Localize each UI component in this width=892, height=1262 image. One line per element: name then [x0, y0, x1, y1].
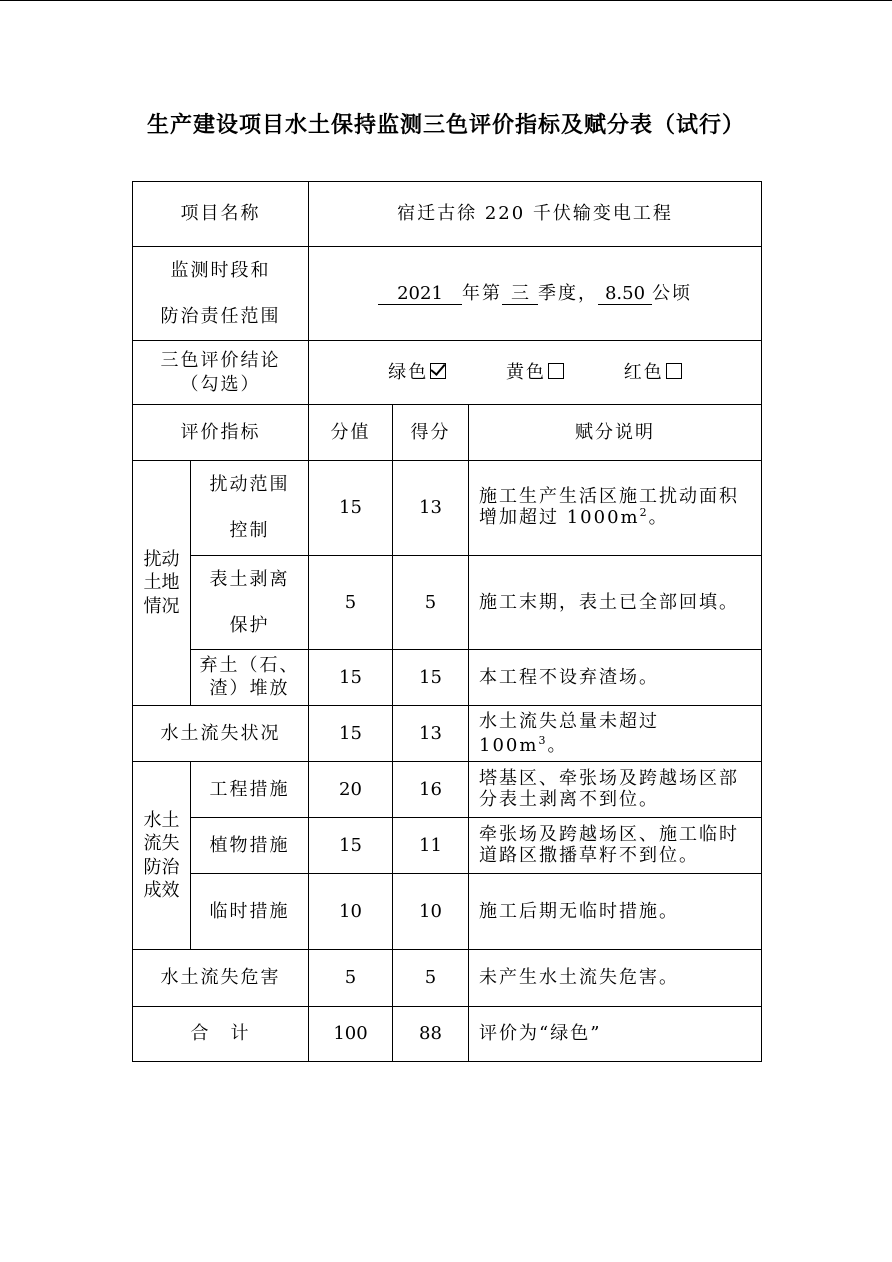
total-note: 评价为“绿色” [469, 1007, 762, 1062]
total-value: 100 [309, 1007, 393, 1062]
option-yellow-label: 黄色 [506, 361, 546, 383]
note-cell [469, 706, 762, 762]
score-cell: 10 [393, 874, 469, 950]
item-total: 合 计 [133, 1007, 309, 1062]
score-cell: 15 [393, 650, 469, 706]
group-disturbance-line3: 情况 [143, 595, 180, 617]
period-row [133, 247, 762, 341]
conclusion-label-line1: 三色评价结论 [160, 350, 281, 372]
period-year-suffix: 年第 [462, 282, 502, 304]
option-green-label: 绿色 [388, 361, 429, 383]
item-line2: 保护 [229, 614, 270, 636]
note-cell: 未产生水土流失危害。 [469, 950, 762, 1007]
table-row [133, 874, 762, 950]
period-area: 8.50 [598, 284, 652, 305]
period-label [133, 247, 309, 341]
table-row [133, 950, 762, 1007]
item-vegetation: 植物措施 [191, 818, 309, 874]
value-cell: 15 [309, 818, 393, 874]
note-cell: 牵张场及跨越场区、施工临时道路区撒播草籽不到位。 [469, 818, 762, 874]
header-row [133, 405, 762, 461]
conclusion-row [133, 341, 762, 405]
period-value [309, 247, 762, 341]
group-disturbance-line1: 扰动 [143, 548, 180, 570]
total-score: 88 [393, 1007, 469, 1062]
document-title: 生产建设项目水土保持监测三色评价指标及赋分表（试行） [146, 113, 745, 138]
note-cell: 塔基区、牵张场及跨越场区部分表土剥离不到位。 [469, 762, 762, 818]
period-label-line2: 防治责任范围 [160, 305, 281, 327]
table-row [133, 461, 762, 556]
value-cell: 5 [309, 556, 393, 650]
value-cell: 15 [309, 461, 393, 556]
table-row [133, 818, 762, 874]
item-line1: 弃土（石、 [199, 655, 300, 676]
total-row [133, 1007, 762, 1062]
table-row [133, 706, 762, 762]
note-superscript: 2 [639, 506, 649, 519]
period-area-unit: 公顷 [652, 282, 692, 304]
score-cell: 5 [393, 556, 469, 650]
option-green[interactable] [388, 361, 446, 384]
item-topsoil [191, 556, 309, 650]
group-prevention-line1: 水土 [143, 809, 180, 831]
group-prevention-line4: 成效 [143, 879, 180, 901]
period-label-line1: 监测时段和 [170, 259, 271, 281]
header-indicator: 评价指标 [133, 405, 309, 461]
item-line1: 表土剥离 [209, 568, 290, 590]
note-cell: 施工末期，表土已全部回填。 [469, 556, 762, 650]
green-checkbox-checked[interactable] [430, 363, 446, 379]
note-end: 。 [648, 507, 669, 528]
top-border-line [0, 0, 892, 1]
score-cell: 11 [393, 818, 469, 874]
header-explanation: 赋分说明 [469, 405, 762, 461]
note-text: 施工生产生活区施工扰动面积增加超过 1000m [479, 486, 739, 528]
project-label: 项目名称 [133, 182, 309, 247]
conclusion-label-line2: （勾选） [180, 373, 261, 395]
table-row [133, 556, 762, 650]
item-line2: 渣）堆放 [209, 677, 290, 699]
item-line1: 扰动范围 [209, 474, 290, 496]
header-score-value: 分值 [309, 405, 393, 461]
project-value: 宿迁古徐 220 千伏输变电工程 [309, 182, 762, 247]
score-cell: 16 [393, 762, 469, 818]
score-cell: 13 [393, 461, 469, 556]
note-cell: 本工程不设弃渣场。 [469, 650, 762, 706]
group-disturbance-line2: 土地 [143, 572, 180, 594]
evaluation-table [132, 181, 762, 1062]
item-hazard: 水土流失危害 [133, 950, 309, 1007]
option-red-label: 红色 [623, 361, 664, 383]
option-yellow[interactable] [506, 361, 564, 384]
value-cell: 15 [309, 650, 393, 706]
conclusion-options [309, 341, 762, 405]
value-cell: 5 [309, 950, 393, 1007]
note-cell: 施工后期无临时措施。 [469, 874, 762, 950]
conclusion-label [133, 341, 309, 405]
header-score-got: 得分 [393, 405, 469, 461]
group-prevention-line2: 流失 [143, 833, 180, 855]
item-line2: 控制 [229, 520, 270, 541]
period-quarter-suffix: 季度， [538, 282, 598, 304]
item-disturbance-scope [191, 461, 309, 556]
project-row [133, 182, 762, 247]
red-checkbox[interactable] [666, 363, 682, 379]
item-temporary: 临时措施 [191, 874, 309, 950]
period-quarter: 三 [502, 284, 538, 305]
group-prevention-line3: 防治 [143, 856, 180, 878]
value-cell: 20 [309, 762, 393, 818]
item-soil-loss-status: 水土流失状况 [133, 706, 309, 762]
option-red[interactable] [624, 361, 682, 384]
score-cell: 5 [393, 950, 469, 1007]
value-cell: 10 [309, 874, 393, 950]
item-spoil [191, 650, 309, 706]
group-prevention [133, 762, 191, 950]
value-cell: 15 [309, 706, 393, 762]
table-row [133, 650, 762, 706]
note-cell [469, 461, 762, 556]
item-engineering: 工程措施 [191, 762, 309, 818]
note-text: 水土流失总量未超过 100m [479, 711, 659, 756]
note-superscript: 3 [538, 733, 548, 747]
note-end: 。 [547, 734, 568, 756]
group-disturbance [133, 461, 191, 706]
score-cell: 13 [393, 706, 469, 762]
yellow-checkbox[interactable] [548, 363, 564, 379]
table-row [133, 762, 762, 818]
period-year: 2021 [378, 284, 462, 305]
